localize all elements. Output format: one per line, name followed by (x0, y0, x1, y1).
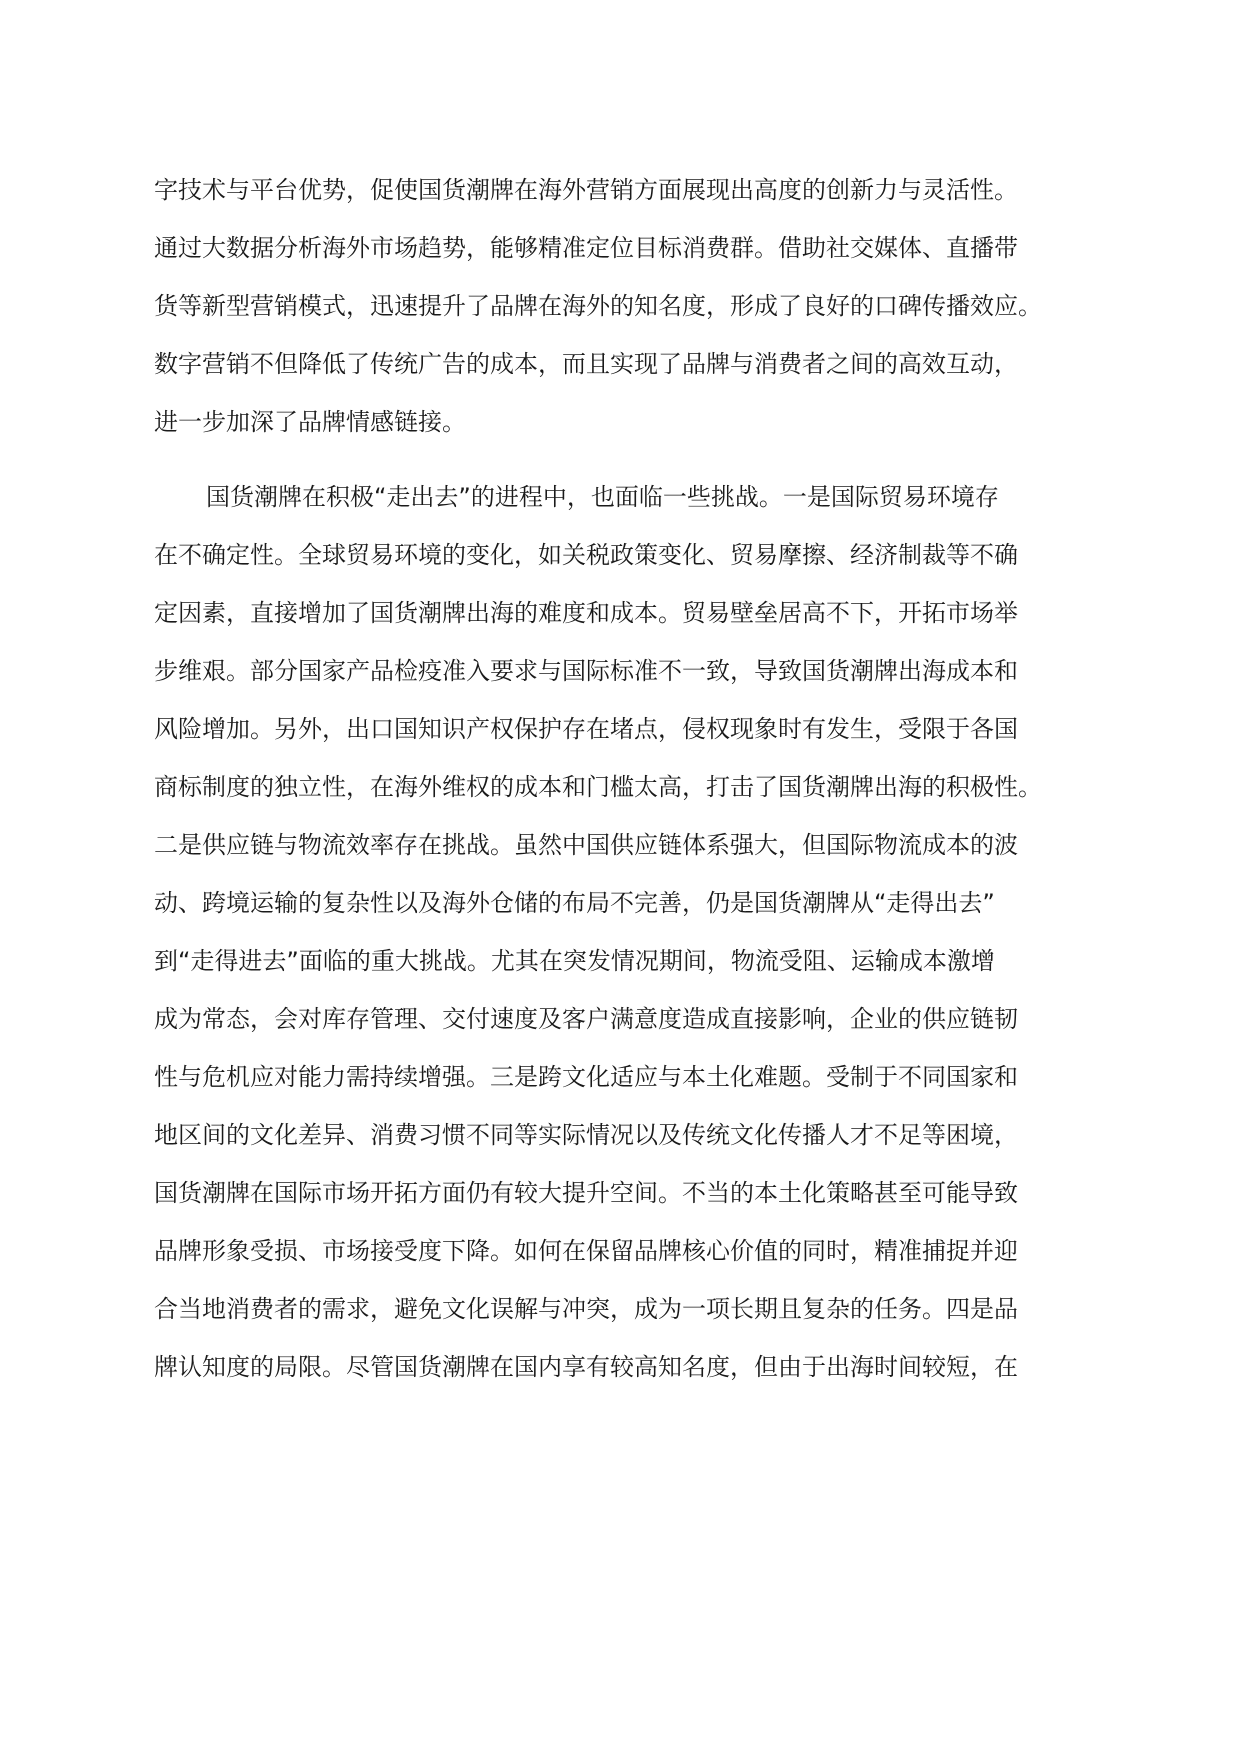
paragraph-1-line-5: 进一步加深了品牌情感链接。 (154, 408, 466, 436)
paragraph-2-line-6: 商标制度的独立性，在海外维权的成本和门槛太高，打击了国货潮牌出海的积极性。 (154, 773, 1042, 801)
paragraph-2-line-10: 成为常态，会对库存管理、交付速度及客户满意度造成直接影响，企业的供应链韧 (154, 1005, 1018, 1033)
paragraph-2-line-2: 在不确定性。全球贸易环境的变化，如关税政策变化、贸易摩擦、经济制裁等不确 (154, 541, 1018, 569)
paragraph-2-line-9: 到“走得进去”面临的重大挑战。尤其在突发情况期间，物流受阻、运输成本激增 (154, 947, 995, 975)
paragraph-2-line-11: 性与危机应对能力需持续增强。三是跨文化适应与本土化难题。受制于不同国家和 (154, 1063, 1018, 1091)
paragraph-2-line-15: 合当地消费者的需求，避免文化误解与冲突，成为一项长期且复杂的任务。四是品 (154, 1295, 1018, 1323)
paragraph-2-line-4: 步维艰。部分国家产品检疫准入要求与国际标准不一致，导致国货潮牌出海成本和 (154, 657, 1018, 685)
paragraph-1-line-3: 货等新型营销模式，迅速提升了品牌在海外的知名度，形成了良好的口碑传播效应。 (154, 292, 1042, 320)
paragraph-2-line-14: 品牌形象受损、市场接受度下降。如何在保留品牌核心价值的同时，精准捕捉并迎 (154, 1237, 1018, 1265)
paragraph-2-line-12: 地区间的文化差异、消费习惯不同等实际情况以及传统文化传播人才不足等困境， (154, 1121, 1018, 1149)
paragraph-2-line-1: 国货潮牌在积极“走出去”的进程中，也面临一些挑战。一是国际贸易环境存 (206, 483, 999, 511)
paragraph-2-line-13: 国货潮牌在国际市场开拓方面仍有较大提升空间。不当的本土化策略甚至可能导致 (154, 1179, 1018, 1207)
paragraph-1-line-1: 字技术与平台优势，促使国货潮牌在海外营销方面展现出高度的创新力与灵活性。 (154, 176, 1018, 204)
paragraph-1-line-4: 数字营销不但降低了传统广告的成本，而且实现了品牌与消费者之间的高效互动， (154, 350, 1018, 378)
paragraph-2-line-3: 定因素，直接增加了国货潮牌出海的难度和成本。贸易壁垒居高不下，开拓市场举 (154, 599, 1018, 627)
paragraph-2-line-7: 二是供应链与物流效率存在挑战。虽然中国供应链体系强大，但国际物流成本的波 (154, 831, 1018, 859)
paragraph-2-line-16: 牌认知度的局限。尽管国货潮牌在国内享有较高知名度，但由于出海时间较短，在 (154, 1353, 1018, 1381)
paragraph-2-line-5: 风险增加。另外，出口国知识产权保护存在堵点，侵权现象时有发生，受限于各国 (154, 715, 1018, 743)
paragraph-1-line-2: 通过大数据分析海外市场趋势，能够精准定位目标消费群。借助社交媒体、直播带 (154, 234, 1018, 262)
paragraph-2-line-8: 动、跨境运输的复杂性以及海外仓储的布局不完善，仍是国货潮牌从“走得出去” (154, 889, 995, 917)
